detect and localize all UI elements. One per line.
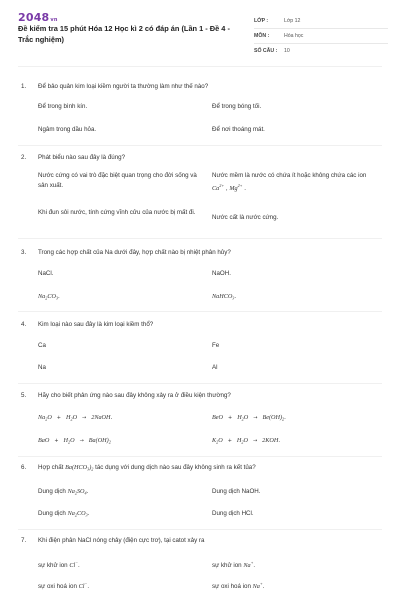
question-number: 2. bbox=[21, 154, 27, 161]
question-7-option-c[interactable]: sự oxi hoá ion Cl−. bbox=[38, 581, 90, 590]
question-text: Hãy cho biết phản ứng nào sau đây không xảy ra ở điều kiện thường? bbox=[38, 392, 231, 399]
question-5-option-c[interactable] bbox=[38, 436, 111, 448]
formula-cl-ion: Cl− bbox=[69, 560, 79, 569]
question-7-option-a[interactable]: sự khử ion Cl−. bbox=[38, 560, 80, 569]
question-number: 7. bbox=[21, 537, 27, 544]
formula-na2so4: $Na_2SO_4$ bbox=[67, 488, 87, 496]
question-text: Hợp chất $Ba(HCO_3)_2$ tác dụng với dung dịch nào sau đây không sinh ra kết tủa? bbox=[38, 464, 256, 472]
question-1-option-a[interactable]: Để trong bình kín. bbox=[38, 103, 88, 110]
reaction-formula: BaO + $H_2O \to Ba(OH)_2$ bbox=[38, 437, 111, 445]
question-1-option-c[interactable]: Ngâm trong dầu hỏa. bbox=[38, 126, 97, 133]
question-4-option-a[interactable]: Ca bbox=[38, 342, 46, 349]
question-4-option-d[interactable]: Al bbox=[212, 364, 218, 371]
question-3-option-d[interactable]: NaHCO$_3$. bbox=[212, 293, 237, 301]
meta-key: MÔN : bbox=[254, 33, 270, 39]
question-3-option-c[interactable]: $Na_2CO_3$. bbox=[38, 293, 60, 301]
question-divider bbox=[18, 145, 382, 146]
formula-ca: $Ca^{2+}$ bbox=[212, 183, 225, 192]
question-7-option-b[interactable]: sự khử ion Na+. bbox=[212, 560, 256, 569]
question-text: Phát biểu nào sau đây là đúng? bbox=[38, 154, 126, 161]
question-number: 1. bbox=[21, 83, 27, 90]
question-7-option-d[interactable]: sự oxi hoá ion Na+. bbox=[212, 581, 265, 590]
question-5-option-d[interactable]: $K_2O + H_2O \to 2KOH$. bbox=[212, 437, 281, 445]
question-2-option-d[interactable]: Nước cất là nước cứng. bbox=[212, 214, 279, 221]
question-divider bbox=[18, 529, 382, 530]
question-6-option-c[interactable]: Dung dịch $Na_2CO_3$. bbox=[38, 510, 90, 518]
formula-ba-hco3-2: $Ba(HCO_3)_2$ bbox=[65, 464, 94, 472]
reaction-formula: $K_2O + H_2O \to 2KOH$ bbox=[212, 437, 279, 445]
formula-na2co3: $Na_2CO_3$ bbox=[38, 293, 59, 301]
question-4-option-c[interactable]: Na bbox=[38, 364, 46, 371]
question-2-option-a[interactable]: Nước cứng có vai trò đặc biệt quan trọng cho đời sống và sản xuất. bbox=[38, 172, 197, 189]
question-6-option-d[interactable]: Dung dịch HCl. bbox=[212, 510, 254, 517]
question-text: Kim loại nào sau đây là kim loại kiềm thổ? bbox=[38, 321, 154, 328]
document-title: Đề kiểm tra 15 phút Hóa 12 Học kì 2 có đáp án (Lần 1 - Đề 4 - Trắc nghiệm) bbox=[18, 24, 230, 44]
meta-value: Lớp 12 bbox=[284, 18, 301, 24]
question-number: 3. bbox=[21, 249, 27, 256]
question-1-option-b[interactable]: Để trong bóng tối. bbox=[212, 103, 262, 110]
question-number: 4. bbox=[21, 321, 27, 328]
question-3-option-b[interactable]: NaOH. bbox=[212, 270, 231, 277]
logo-suffix: vn bbox=[50, 17, 58, 23]
formula-na-ion: Na+ bbox=[252, 581, 263, 590]
meta-key: SỐ CÂU : bbox=[254, 48, 278, 54]
formula-mg: $Mg^{2+}$ bbox=[229, 183, 243, 192]
question-4-option-b[interactable]: Fe bbox=[212, 342, 220, 349]
formula-nahco3: NaHCO$_3$ bbox=[212, 293, 235, 301]
logo-text: 2048 bbox=[18, 11, 50, 24]
question-5-option-a[interactable]: $Na_2O + H_2O$ → 2NaOH. bbox=[38, 414, 113, 422]
meta-key: LỚP : bbox=[254, 18, 269, 24]
question-number: 5. bbox=[21, 392, 27, 399]
meta-value: 10 bbox=[284, 48, 290, 54]
question-divider bbox=[18, 311, 382, 312]
question-number: 6. bbox=[21, 464, 27, 471]
meta-value: Hóa học bbox=[284, 33, 304, 39]
question-2-option-c[interactable]: Khi đun sôi nước, tính cứng vĩnh cửu của nước bị mất đi. bbox=[38, 209, 196, 216]
option-text: Nước mềm là nước có chứa ít hoặc không chứa các ion bbox=[212, 172, 367, 179]
reaction-formula: $Na_2O + H_2O$ → 2NaOH bbox=[38, 414, 111, 422]
formula-na-ion: Na+ bbox=[243, 560, 254, 569]
question-6-option-a[interactable]: Dung dịch $Na_2SO_4$. bbox=[38, 488, 89, 496]
question-1-option-d[interactable]: Để nơi thoáng mát. bbox=[212, 126, 265, 133]
question-text: Khi điện phân NaCl nóng chảy (điện cực trơ), tại catot xảy ra bbox=[38, 537, 205, 544]
reaction-formula: BeO + $H_2O \to Be(OH)_2$ bbox=[212, 414, 285, 422]
question-divider bbox=[18, 238, 382, 239]
question-5-option-b[interactable]: BeO + $H_2O \to Be(OH)_2$. bbox=[212, 414, 286, 422]
question-divider bbox=[18, 456, 382, 457]
formula-cl-ion: Cl− bbox=[78, 581, 88, 590]
formula-na2co3: $Na_2CO_3$ bbox=[67, 510, 88, 518]
question-3-option-a[interactable]: NaCl. bbox=[38, 270, 54, 277]
question-6-option-b[interactable]: Dung dịch NaOH. bbox=[212, 488, 261, 495]
question-2-option-b[interactable]: Nước mềm là nước có chứa ít hoặc không chứa các ion $Ca^{2+}$ , $Mg^{2+}$ . bbox=[212, 172, 367, 192]
question-text: Trong các hợp chất của Na dưới đây, hợp chất nào bị nhiệt phân hủy? bbox=[38, 249, 231, 256]
question-text: Để bảo quản kim loại kiềm người ta thường làm như thế nào? bbox=[38, 83, 209, 90]
question-divider bbox=[18, 383, 382, 384]
